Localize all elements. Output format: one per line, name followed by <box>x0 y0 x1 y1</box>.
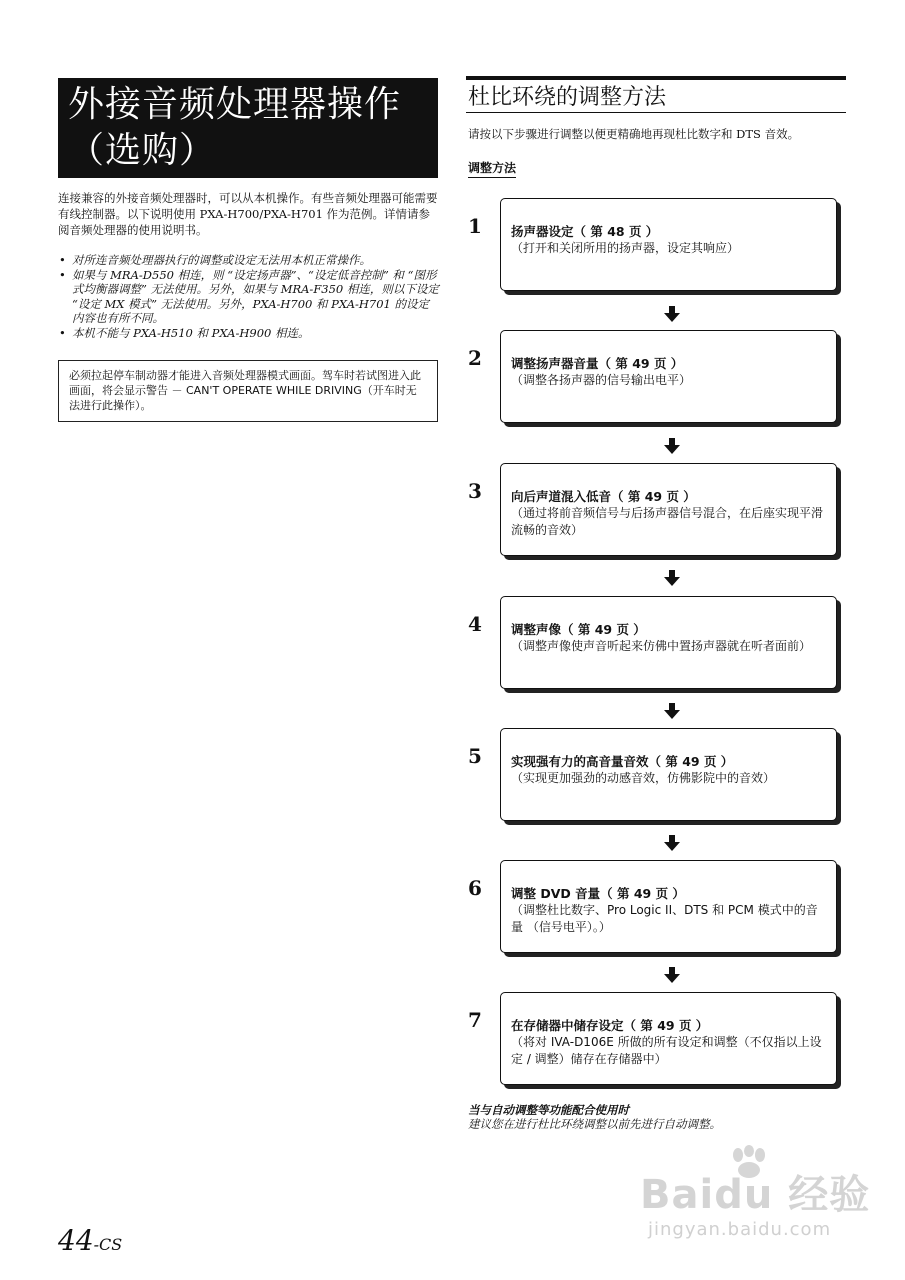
step-number: 6 <box>468 876 482 900</box>
watermark-logo: Baidu 经验 <box>640 1172 871 1218</box>
step-title: 在存储器中储存设定（ 第 49 页 ） <box>511 1018 709 1033</box>
section-top-rule <box>466 76 846 80</box>
footnote-title: 当与自动调整等功能配合使用时 <box>468 1103 629 1117</box>
step-description: （通过将前音频信号与后扬声器信号混合，在后座实现平滑流畅的音效） <box>511 506 824 537</box>
arrow-down-icon <box>664 306 680 322</box>
step-title: 调整扬声器音量（ 第 49 页 ） <box>511 356 684 371</box>
footnote-text: 建议您在进行杜比环绕调整以前先进行自动调整。 <box>468 1117 721 1131</box>
baidu-watermark <box>640 1145 880 1255</box>
step-description: （调整声像使声音听起来仿佛中置扬声器就在听者面前） <box>511 639 812 653</box>
step-box <box>500 463 837 556</box>
page-title <box>58 78 438 178</box>
arrow-down-icon <box>664 835 680 851</box>
list-item: • 如果与 MRA-D550 相连，则 “设定扬声器”、“设定低音控制” 和 “图形式均衡器调整” 无法使用。另外，如果与 MRA-F350 相连，则以下设定 “设定 MX 模式” 无法使用。另外，PXA-H700 和 PXA-H701 的设定内容也有所不同。 <box>58 268 440 326</box>
step-box <box>500 728 837 821</box>
step-title: 实现强有力的高音量音效（ 第 49 页 ） <box>511 754 734 769</box>
step-number: 2 <box>468 346 482 370</box>
arrow-down-icon <box>664 703 680 719</box>
list-item: • 对所连音频处理器执行的调整或设定无法用本机正常操作。 <box>58 253 440 268</box>
notes-list <box>58 253 440 340</box>
footnote <box>468 1103 721 1131</box>
step-description: （打开和关闭所用的扬声器，设定其响应） <box>511 241 740 255</box>
step-description: （实现更加强劲的动感音效，仿佛影院中的音效） <box>511 771 776 785</box>
step-number: 7 <box>468 1008 482 1032</box>
procedure-subheading: 调整方法 <box>468 160 516 178</box>
step-box <box>500 992 837 1085</box>
section-bottom-rule <box>466 112 846 113</box>
step-title: 扬声器设定（ 第 48 页 ） <box>511 224 659 239</box>
page-number-suffix: -CS <box>93 1235 123 1254</box>
step-title: 向后声道混入低音（ 第 49 页 ） <box>511 489 696 504</box>
title-line-2: （选购） <box>68 130 217 171</box>
step-description: （调整各扬声器的信号输出电平） <box>511 373 692 387</box>
step-number: 1 <box>468 214 482 238</box>
step-box <box>500 860 837 953</box>
step-box <box>500 330 837 423</box>
step-box <box>500 596 837 689</box>
step-number: 4 <box>468 612 482 636</box>
intro-paragraph: 连接兼容的外接音频处理器时，可以从本机操作。有些音频处理器可能需要有线控制器。以下说明使用 PXA-H700/PXA-H701 作为范例。详情请参阅音频处理器的使用说明书。 <box>58 191 438 237</box>
watermark-url: jingyan.baidu.com <box>648 1219 832 1240</box>
step-title: 调整 DVD 音量（ 第 49 页 ） <box>511 886 685 901</box>
arrow-down-icon <box>664 967 680 983</box>
arrow-down-icon <box>664 438 680 454</box>
step-description: （将对 IVA-D106E 所做的所有设定和调整（不仅指以上设定 / 调整）储存在存储器中） <box>511 1035 822 1066</box>
step-description: （调整杜比数字、Pro Logic II、DTS 和 PCM 模式中的音量 （信号电平）。） <box>511 903 818 934</box>
section-title: 杜比环绕的调整方法 <box>468 85 667 110</box>
page-number-value: 44 <box>58 1224 94 1257</box>
step-number: 3 <box>468 479 482 503</box>
step-number: 5 <box>468 744 482 768</box>
arrow-down-icon <box>664 570 680 586</box>
notice-box: 必须拉起停车制动器才能进入音频处理器模式画面。驾车时若试图进入此画面，将会显示警告 － CAN'T OPERATE WHILE DRIVING（开车时无法进行此操作）。 <box>58 360 438 422</box>
title-line-1: 外接音频处理器操作 <box>68 84 402 125</box>
section-description: 请按以下步骤进行调整以便更精确地再现杜比数字和 DTS 音效。 <box>468 127 800 141</box>
step-title: 调整声像（ 第 49 页 ） <box>511 622 646 637</box>
page-number <box>58 1224 122 1257</box>
step-box <box>500 198 837 291</box>
list-item: • 本机不能与 PXA-H510 和 PXA-H900 相连。 <box>58 326 440 341</box>
